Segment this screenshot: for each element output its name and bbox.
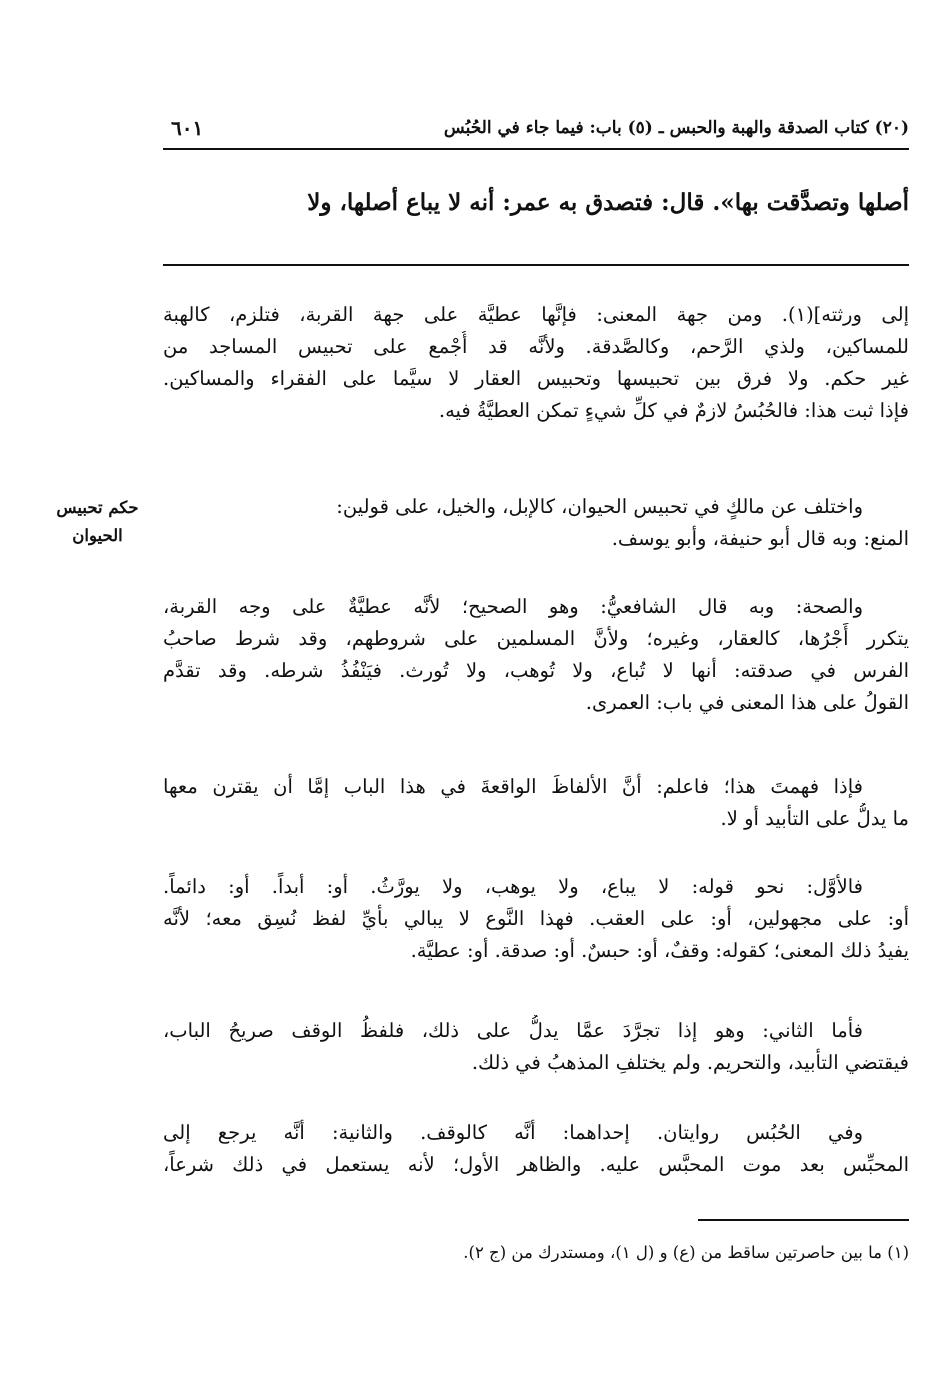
hadith-text	[163, 186, 909, 220]
commentary-separator-rule	[163, 264, 909, 266]
paragraph-5	[163, 871, 909, 967]
text-line: فإذا فهمتَ هذا؛ فاعلم: أنَّ الألفاظَ الواقعةَ في هذا الباب إمَّا أن يقترن معها	[163, 775, 863, 798]
paragraph-4	[163, 771, 909, 835]
text-line: للمساكين، ولذي الرَّحم، وكالصَّدقة. ولأنَّه قد أُجْمع على تحبيس المساجد من	[163, 335, 909, 358]
text-line: أو: على مجهولين، أو: على العقب. فهذا النَّوع لا يبالي بأيِّ لفظ نُسِق معه؛ لأنَّه	[163, 907, 909, 930]
text-line: يتكرر أَجْرُها، كالعقار، وغيره؛ ولأنَّ المسلمين على شروطهم، وقد شرط صاحبُ	[163, 627, 909, 650]
margin-note-line: الحيوان	[72, 526, 123, 545]
text-line: والصحة: وبه قال الشافعيُّ: وهو الصحيح؛ لأنَّه عطيَّةٌ على وجه القربة،	[163, 595, 863, 618]
text-line: المنع: وبه قال أبو حنيفة، وأبو يوسف.	[611, 527, 909, 550]
text-line: القولُ على هذا المعنى في باب: العمرى.	[585, 691, 909, 714]
text-line: إلى ورثته](١). ومن جهة المعنى: فإنَّها عطيَّة على جهة القربة، فتلزم، كالهبة	[163, 303, 909, 326]
paragraph-7	[163, 1117, 909, 1181]
running-header	[163, 112, 909, 148]
text-line: وفي الحُبُس روايتان. إحداهما: أنَّه كالوقف. والثانية: أنَّه يرجع إلى	[163, 1121, 863, 1144]
text-line: غير حكم. ولا فرق بين تحبيسها وتحبيس العقار لا سيَّما على الفقراء والمساكين.	[163, 367, 909, 390]
page-number: ٦٠١	[171, 116, 204, 140]
text-line: فيقتضي التأبيد، والتحريم. ولم يختلفِ المذهبُ في ذلك.	[471, 1051, 909, 1074]
header-title: (٢٠) كتاب الصدقة والهبة والحبس ـ (٥) باب: فيما جاء في الحُبُس	[443, 118, 909, 138]
text-line: واختلف عن مالكٍ في تحبيس الحيوان، كالإبل، والخيل، على قولين:	[336, 495, 863, 518]
paragraph-2	[163, 491, 909, 555]
margin-note	[30, 494, 165, 550]
text-line: فإذا ثبت هذا: فالحُبُسُ لازمٌ في كلِّ شيءٍ تمكن العطيَّةُ فيه.	[438, 399, 909, 422]
margin-note-line: حكم تحبيس	[56, 498, 139, 517]
header-rule	[163, 148, 909, 150]
text-line: المحبِّس بعد موت المحبَّس عليه. والظاهر الأول؛ لأنه يستعمل في ذلك شرعاً،	[163, 1153, 909, 1176]
hadith-line: أصلها وتصدَّقت بها». قال: فتصدق به عمر: أنه لا يباع أصلها، ولا	[307, 189, 909, 216]
text-line: يفيدُ ذلك المعنى؛ كقوله: وقفٌ، أو: حبسٌ. أو: صدقة. أو: عطيَّة.	[410, 939, 909, 962]
footnote-rule	[698, 1219, 909, 1221]
paragraph-6	[163, 1015, 909, 1079]
text-line: فأما الثاني: وهو إذا تجرَّدَ عمَّا يدلُّ على ذلك، فلفظُ الوقف صريحُ الباب،	[163, 1019, 863, 1042]
paragraph-1	[163, 299, 909, 427]
text-line: ما يدلُّ على التأبيد أو لا.	[720, 807, 909, 830]
text-line: الفرس في صدقته: أنها لا تُباع، ولا تُوهب، ولا تُورث. فيَنْفُذُ شرطه. وقد تقدَّم	[163, 659, 909, 682]
paragraph-3	[163, 591, 909, 719]
footnote: (١) ما بين حاصرتين ساقط من (ع) و (ل ١)، ومستدرك من (ج ٢).	[463, 1243, 909, 1262]
text-line: فالأوَّل: نحو قوله: لا يباع، ولا يوهب، ولا يورَّثُ. أو: أبداً. أو: دائماً.	[163, 875, 863, 898]
